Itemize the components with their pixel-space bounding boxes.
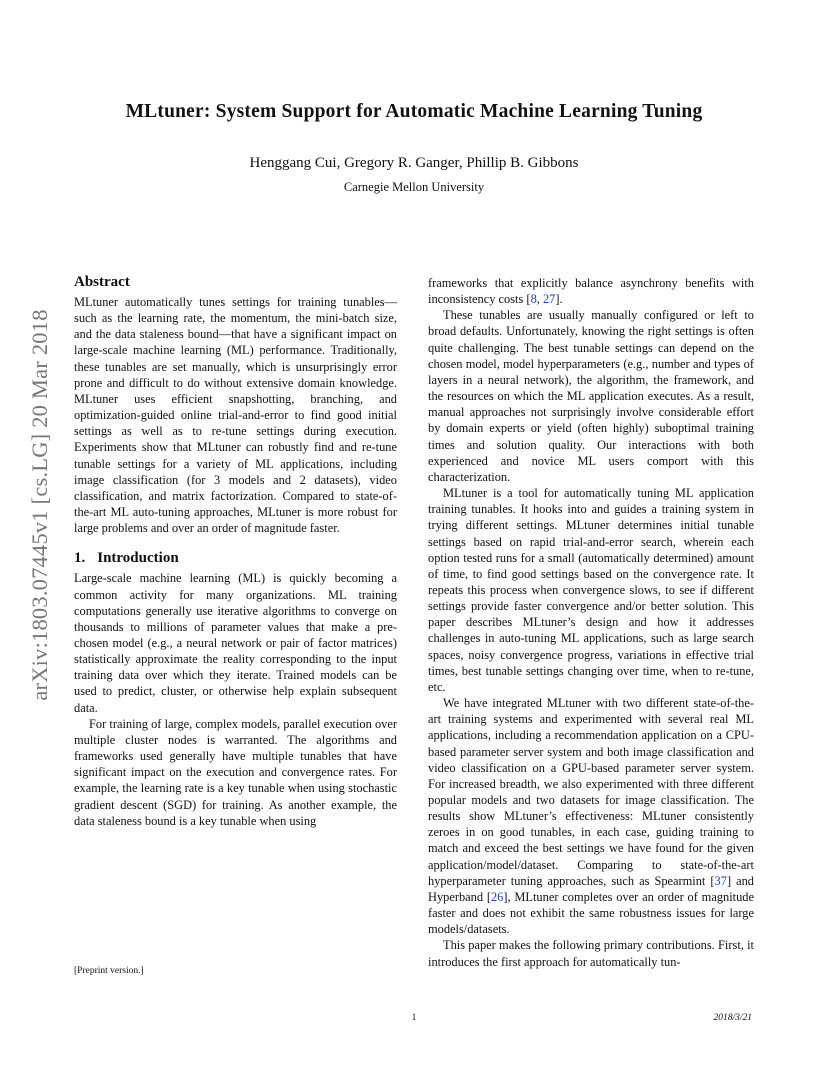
paper-authors: Henggang Cui, Gregory R. Ganger, Phillip B. Gibbons (249, 155, 579, 171)
paragraph-text: ] and Hyperband [ (428, 873, 754, 904)
abstract-heading: Abstract (74, 274, 130, 290)
right-paragraph-3: MLtuner is a tool for automatically tuning ML application training tunables. It hooks into and guides a training system in trying different settings. MLtuner determines initial tunable settings based on rapid trial-and-error search, wherein each option tested runs for a small (automatically determined) amount of time, to find good settings based on the convergence rate. It repeats this process when convergence slows, to see if different settings provide faster convergence and/or better solution. This paper describes MLtuner’s design and how it addresses challenges in auto-tuning ML applications, such as large search spaces, noisy convergence progress, variations in effective trial times, best tunable settings changing over time, when to re-tune, etc. (428, 486, 754, 694)
citation-link[interactable]: 26 (490, 889, 504, 904)
paper-affiliation: Carnegie Mellon University (343, 180, 485, 194)
abstract-text: MLtuner automatically tunes settings for training tunables—such as the learning rate, the momentum, the mini-batch size, and the data staleness bound—that have a significant impact on large-scale machine learning (ML) performance. Traditionally, these tunables are set manually, which is unsurprisingly error prone and difficult to do without extensive domain knowledge. MLtuner uses efficient snapshotting, branching, and optimization-guided online trial-and-error to find good initial settings as well as to re-tune settings during execution. Experiments show that MLtuner can robustly find and re-tune tunable settings for a variety of ML applications, including image classification (for 3 models and 2 datasets), video classification, and matrix factorization. Compared to state-of-the-art ML auto-tuning approaches, MLtuner is more robust for large problems and over an order of magnitude faster. (74, 295, 397, 536)
introduction-heading (74, 548, 397, 568)
section-number: 1. (74, 550, 86, 567)
right-paragraph-5: This paper makes the following primary contributions. First, it introduces the first approach for automatically tun- (428, 938, 754, 969)
page-number: 1 (411, 1013, 417, 1023)
citation-separator: , (536, 292, 543, 307)
paragraph-text: ]. (555, 292, 563, 307)
paragraph-text: ], MLtuner completes over an order of magnitude faster and does not exhibit the same robustness issues for large models/datasets. (428, 889, 754, 937)
right-column (428, 275, 754, 970)
citation-link[interactable]: 8 (530, 292, 537, 307)
page-date: 2018/3/21 (713, 1013, 752, 1023)
left-column (74, 272, 397, 829)
citation-link[interactable]: 27 (542, 292, 556, 307)
intro-paragraph-2: For training of large, complex models, parallel execution over multiple cluster nodes is warranted. The algorithms and frameworks used generally have multiple tunables that have significant impact on the execution and convergence rates. For example, the learning rate is a key tunable when using stochastic gradient descent (SGD) for training. As another example, the data staleness bound is a key tunable when using (74, 716, 397, 828)
arxiv-identifier-stamp: arXiv:1803.07445v1 [cs.LG] 20 Mar 2018 (27, 309, 52, 701)
citation-link[interactable]: 37 (714, 873, 727, 888)
right-paragraph-4 (428, 695, 754, 937)
paragraph-text: We have integrated MLtuner with two different state-of-the-art training systems and experimented with several real ML applications, including a recommendation application on a CPU-based parameter server system and both image classification and video classification on a GPU-based parameter server system. For increased breadth, we also experimented with three different popular models and two datasets for image classification. The results show MLtuner’s effectiveness: MLtuner consistently zeroes in on good tunables, in each case, guiding training to match and exceed the best settings we have found for the given application/model/dataset. Comparing to state-of-the-art hyperparameter tuning approaches, such as Spearmint [ (428, 696, 754, 888)
right-paragraph-2: These tunables are usually manually configured or left to broad defaults. Unfortunately, knowing the right settings is often quite challenging. The best tunable settings can depend on the chosen model, model hyperparameters (e.g., number and types of layers in a neural network), the algorithm, the framework, and the resources on which the ML application executes. As a result, manual approaches not surprisingly involve considerable effort by domain experts or yield (often highly) suboptimal training times and solution quality. Our interactions with both experienced and novice ML users comport with this characterization. (428, 308, 754, 484)
preprint-footnote: [Preprint version.] (74, 966, 144, 976)
intro-paragraph-1: Large-scale machine learning (ML) is quickly becoming a common activity for many organizations. ML training computations generally use iterative algorithms to converge on thousands to millions of parameter values that make a pre-chosen model (e.g., a neural network or pair of factor matrices) statistically approximate the reality corresponding to the input training data over which they iterate. Trained models can be used to predict, cluster, or otherwise help explain subsequent data. (74, 571, 397, 715)
paper-title: MLtuner: System Support for Automatic Machine Learning Tuning (125, 101, 703, 122)
section-title: Introduction (97, 550, 179, 567)
right-paragraph-1 (428, 275, 754, 307)
paragraph-text: frameworks that explicitly balance asynchrony benefits with inconsistency costs [ (428, 276, 754, 307)
